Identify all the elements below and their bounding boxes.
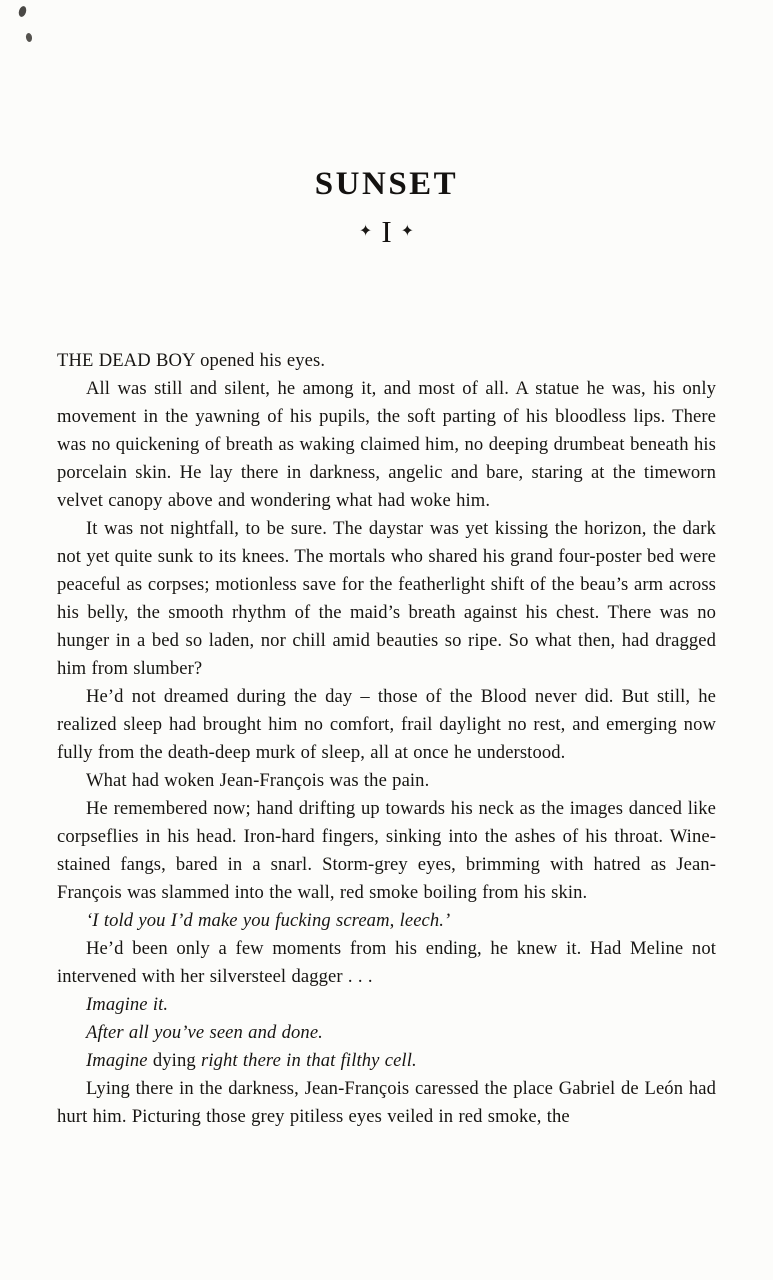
text-segment: All was still and silent, he among it, and most of all. A statue he was, his only movement in the yawning of his pupils, the soft parting of his bloodless lips. There was no quickening of breath as waking claimed him, no deeping drumbeat beneath his porcelain skin. He lay there in darkness, angelic and bare, staring at the timeworn velvet canopy above and wondering what had woke him.	[57, 377, 716, 511]
chapter-title: SUNSET	[314, 166, 459, 202]
paragraph	[57, 375, 716, 515]
paragraph	[57, 1075, 716, 1131]
star-ornament-right-icon: ✦	[400, 223, 415, 240]
text-segment: After all you’ve seen and done.	[86, 1021, 323, 1043]
text-segment: What had woken Jean-François was the pain.	[86, 769, 430, 791]
scan-speck	[17, 5, 27, 18]
paragraph	[57, 683, 716, 767]
text-segment: It was not nightfall, to be sure. The daystar was yet kissing the horizon, the dark not yet quite sunk to its knees. The mortals who shared his grand four-poster bed were peaceful as corpses; motionless save for the featherlight shift of the beau’s arm across his belly, the smooth rhythm of the maid’s breath against his chest. There was no hunger in a bed so laden, nor chill amid beauties so ripe. So what then, had dragged him from slumber?	[57, 517, 716, 679]
text-segment: Lying there in the darkness, Jean-François caressed the place Gabriel de León had hurt him. Picturing those grey pitiless eyes veiled in red smoke, the	[57, 1077, 716, 1127]
paragraph	[57, 935, 716, 991]
scan-speck	[25, 33, 32, 43]
chapter-heading	[57, 214, 716, 250]
text-segment: He remembered now; hand drifting up towards his neck as the images danced like corpseflies in his head. Iron-hard fingers, sinking into the ashes of his throat. Wine-stained fangs, bared in a snarl. Storm-grey eyes, brimming with hatred as Jean-François was slammed into the wall, red smoke boiling from his skin.	[57, 797, 716, 903]
text-segment: dying	[147, 1049, 201, 1071]
text-segment: right there in that filthy cell.	[201, 1049, 417, 1071]
paragraph	[57, 1019, 716, 1047]
paragraph	[57, 515, 716, 683]
text-segment: THE DEAD BOY opened his eyes.	[57, 349, 326, 371]
chapter-numeral: I	[381, 214, 392, 249]
body-text	[57, 347, 716, 1131]
paragraph	[57, 767, 716, 795]
text-segment: ‘I told you I’d make you fucking scream, leech.’	[86, 909, 451, 931]
paragraph	[57, 795, 716, 907]
paragraph	[57, 347, 716, 375]
text-segment: He’d not dreamed during the day – those of the Blood never did. But still, he realized sleep had brought him no comfort, frail daylight no rest, and emerging now fully from the death-deep murk of sleep, all at once he understood.	[57, 685, 716, 763]
paragraph	[57, 1047, 716, 1075]
paragraph	[57, 907, 716, 935]
paragraph	[57, 991, 716, 1019]
text-segment: He’d been only a few moments from his ending, he knew it. Had Meline not intervened with her silversteel dagger . . .	[57, 937, 716, 987]
text-segment: Imagine	[86, 1049, 148, 1071]
text-segment: Imagine it.	[86, 993, 169, 1015]
star-ornament-left-icon: ✦	[358, 223, 373, 240]
